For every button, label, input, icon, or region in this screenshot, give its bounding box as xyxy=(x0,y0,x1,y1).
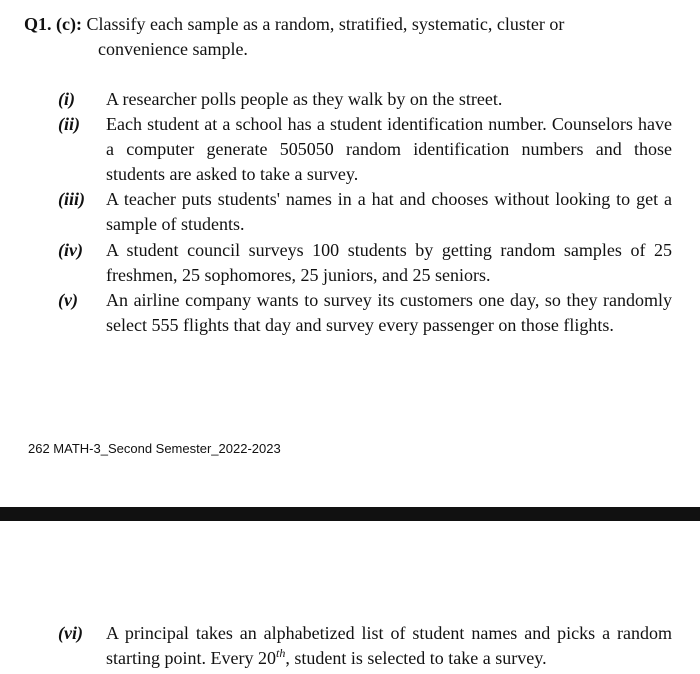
question-text-line1: Classify each sample as a random, stratified, systematic, cluster or xyxy=(86,14,565,34)
item-iii xyxy=(58,187,672,237)
question-label: Q1. (c): xyxy=(24,14,82,34)
item-i xyxy=(58,87,672,112)
item-v xyxy=(58,288,672,338)
item-vi xyxy=(58,621,672,671)
item-ii xyxy=(58,112,672,187)
item-text: A student council surveys 100 students by getting random samples of 25 freshmen, 25 sophomores, 25 juniors, and 25 seniors. xyxy=(106,240,672,285)
item-text: Each student at a school has a student identification number. Counselors have a computer generate 505050 random identification numbers and those students are asked to take a survey. xyxy=(106,114,672,184)
question-text-line2: convenience sample. xyxy=(98,39,248,59)
item-text: A researcher polls people as they walk by on the street. xyxy=(106,89,503,109)
item-number: (iii) xyxy=(58,189,85,209)
item-number: (vi) xyxy=(58,623,83,643)
item-text xyxy=(106,621,672,671)
item-text: An airline company wants to survey its customers one day, so they randomly select 555 flights that day and survey every passenger on those flights. xyxy=(106,290,672,335)
item-number: (v) xyxy=(58,290,78,310)
page-divider xyxy=(0,507,700,521)
question-heading xyxy=(24,12,664,62)
item-number: (i) xyxy=(58,89,75,109)
item-number: (ii) xyxy=(58,114,80,134)
ordinal-superscript: th xyxy=(275,646,286,660)
item-text-before: A principal takes an alphabetized list of student names and picks a random starting point. Every 20 xyxy=(106,623,672,668)
item-text-after: , student is selected to take a survey. xyxy=(285,648,547,668)
item-iv xyxy=(58,238,672,288)
item-text: A teacher puts students' names in a hat and chooses without looking to get a sample of students. xyxy=(106,189,672,234)
item-number: (iv) xyxy=(58,240,83,260)
page-footer: 262 MATH-3_Second Semester_2022-2023 xyxy=(28,441,281,456)
